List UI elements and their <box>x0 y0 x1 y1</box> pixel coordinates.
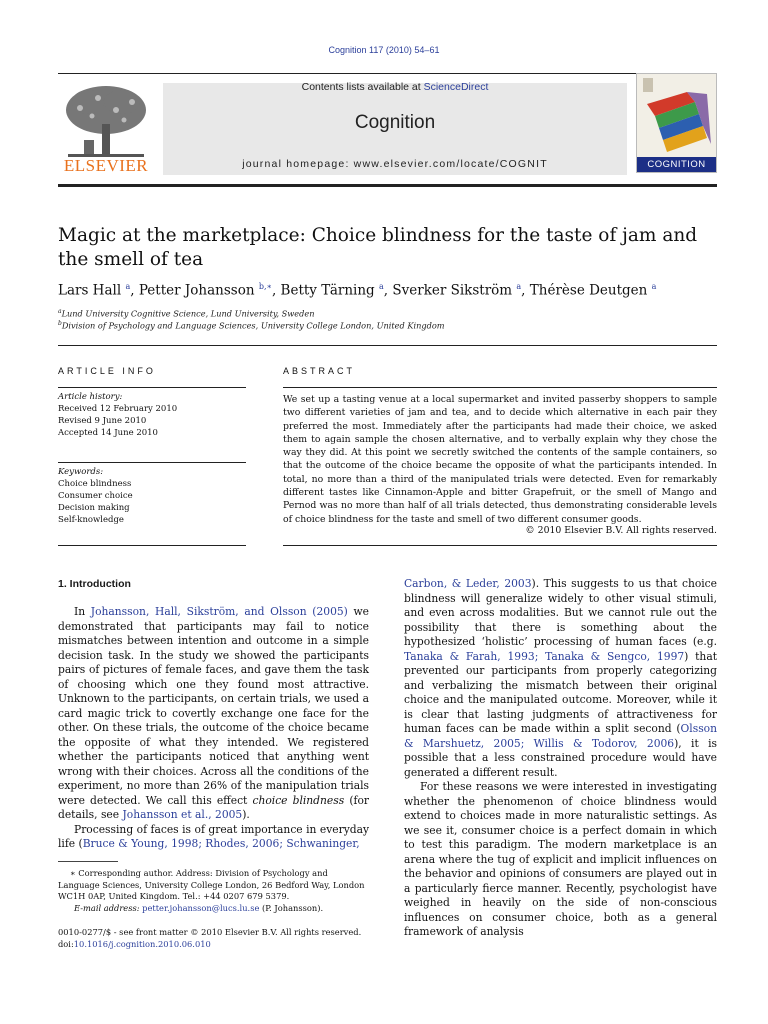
body-column-right <box>404 577 717 940</box>
doi-prefix: doi: <box>58 938 74 949</box>
sciencedirect-link[interactable]: ScienceDirect <box>423 81 489 93</box>
citation-link[interactable]: Bruce & Young, 1998; Rhodes, 2006; Schwaninger, <box>82 837 360 850</box>
article-info-rule <box>58 387 246 388</box>
citation-link[interactable]: Johansson et al., 2005 <box>122 808 243 821</box>
article-info-bottom-rule <box>58 545 246 546</box>
email-suffix: (P. Johansson). <box>259 902 324 913</box>
footnote-mark: ∗ <box>70 868 76 878</box>
affiliation-mark: a <box>58 308 62 315</box>
text-run: In <box>74 605 91 618</box>
corresponding-author-footnote <box>58 868 372 914</box>
author-name[interactable]: Thérèse Deutgen <box>529 282 648 299</box>
article-title: Magic at the marketplace: Choice blindness for the taste of jam and the smell of tea <box>58 225 698 270</box>
abstract-bottom-rule <box>283 545 717 546</box>
author-affil-mark[interactable]: a <box>516 282 522 291</box>
citation-link[interactable]: Tanaka & Farah, 1993; Tanaka & Sengco, 1997 <box>404 649 685 663</box>
elsevier-logo <box>58 80 154 176</box>
footnote-text: Corresponding author. Address: Division of Psychology and Language Sciences, University College London, 26 Bedford Way, London WC1H 0AP, United Kingdom. Tel.: +44 0207 679 5379. <box>58 868 365 901</box>
text-run: ), it is possible that a less constrained procedure would have generated a different result. <box>404 736 717 779</box>
keyword: Consumer choice <box>58 491 133 501</box>
header-bottom-rule <box>58 184 717 187</box>
history-label: Article history: <box>58 392 123 402</box>
article-history <box>58 391 246 439</box>
abstract-text: We set up a tasting venue at a local supermarket and invited passerby shoppers to sample two different varieties of jam and tea, and to decide which alternative in each pair they preferred the most. Immediately after the participants had made their choice, we asked them to again sample the chosen alternative, and to verbally explain why they chose the way they did. At this point we secretly switched the contents of the sample containers, so that the outcome of the choice became the opposite of what the participants intended. In total, no more than a third of the manipulated trials were detected. Even for remarkably different tastes like Cinnamon-Apple and bitter Grapefruit, or the smell of Mango and Pernod was no more than half of all trials detected, thus demonstrating considerable levels of choice blindness for the taste and smell of two different consumer goods. <box>283 394 717 525</box>
history-received: Received 12 February 2010 <box>58 404 178 414</box>
publisher-name: ELSEVIER <box>63 156 149 175</box>
affiliation-text: Lund University Cognitive Science, Lund University, Sweden <box>61 308 315 319</box>
abstract-rule <box>283 387 717 388</box>
keywords-rule <box>58 462 246 463</box>
abstract-heading: ABSTRACT <box>283 366 356 376</box>
abstract-copyright: © 2010 Elsevier B.V. All rights reserved. <box>525 525 717 536</box>
journal-citation[interactable]: Cognition 117 (2010) 54–61 <box>328 45 440 55</box>
affiliation-mark: b <box>58 320 62 327</box>
journal-homepage[interactable]: journal homepage: www.elsevier.com/locate/COGNIT <box>242 158 548 170</box>
citation-link[interactable]: Olsson & Marshuetz, 2005; Willis & Todorov, 2006 <box>404 722 717 750</box>
paragraph: For these reasons we were interested in investigating whether the phenomenon of choice blindness would extend to choices made in more naturalistic settings. As we see it, consumer choice is a perfect domain in which to test this paradigm. The modern marketplace is an arena where the tug of explicit and implicit influences on the behavior and opinions of consumers are played out in a particularly fierce manner. Recently, psychologist have weighed in heavily on the side of non-conscious influences on consumer choice, both as a general framework of analysis <box>404 780 717 938</box>
text-run: Processing of faces is of great importance in everyday life ( <box>58 822 369 850</box>
email-link[interactable]: petter.johansson@lucs.lu.se <box>142 902 260 913</box>
emphasis: choice blindness <box>252 793 345 807</box>
email-label: E-mail address: <box>74 902 140 913</box>
doi-link[interactable]: 10.1016/j.cognition.2010.06.010 <box>73 938 211 949</box>
issn-line: 0010-0277/$ - see front matter © 2010 Elsevier B.V. All rights reserved. <box>58 927 362 937</box>
affiliation-b <box>58 320 718 331</box>
author-list: Lars Hall $^a$, Petter Johansson $^{b,∗}$, Betty Tärning $^a$, Sverker Sikström $^a$, Thérèse Deutgen $^a$ <box>58 282 657 299</box>
journal-name: Cognition <box>354 112 436 133</box>
author-name[interactable]: Petter Johansson <box>138 282 255 299</box>
title-block-rule <box>58 345 717 346</box>
author-name[interactable]: Lars Hall <box>58 282 122 299</box>
text-run: ). This suggests to us that choice blindness will generalize widely to other visual stimuli, and even across modalities. But we cannot rule out the possibility that there is something about the hypothesized ‘holistic’ processing of human faces (e.g. <box>404 577 717 648</box>
contents-line <box>163 81 627 93</box>
body-column-left <box>58 605 369 852</box>
section-heading: 1. Introduction <box>58 578 131 590</box>
author-name[interactable]: Sverker Sikström <box>392 282 513 299</box>
cover-art-icon <box>637 74 717 160</box>
contents-prefix: Contents lists available at <box>301 81 424 93</box>
author-affil-mark[interactable]: b,∗ <box>258 282 272 291</box>
text-run: ) that prevented our participants from properly categorizing and verbalizing the mismatch between their original choice and the manipulated outcome. Moreover, while it is clear that lasting judgments of attractiveness for human faces can be made within a split second ( <box>404 649 717 735</box>
keywords <box>58 466 246 526</box>
front-matter <box>58 927 378 950</box>
history-accepted: Accepted 14 June 2010 <box>58 428 158 438</box>
paragraph <box>404 577 717 780</box>
header-top-rule <box>58 73 717 74</box>
paragraph <box>58 605 369 823</box>
author-name[interactable]: Betty Tärning <box>280 282 375 299</box>
text-run: we demonstrated that participants may fail to notice mismatches between intention and outcome in a simple decision task. In the study we showed the participants pairs of pictures of female faces, and gave them the task of choosing which one they found most attractive. Unknown to the participants, on certain trials, we used a card magic trick to covertly exchange one face for the other. On these trials, the outcome of the choice became the opposite of what they intended. We registered whether the participants noticed that anything went wrong with their choices. Across all the conditions of the experiment, no more than 26% of the manipulation trials were detected. We call this effect <box>58 605 369 807</box>
citation-link[interactable]: Carbon, & Leder, 2003 <box>404 577 532 590</box>
author-affil-mark[interactable]: a <box>379 282 384 291</box>
history-revised: Revised 9 June 2010 <box>58 416 147 426</box>
keywords-label: Keywords: <box>58 467 104 477</box>
citation-link[interactable]: Johansson, Hall, Sikström, and Olsson (2005) <box>90 605 348 618</box>
keyword: Choice blindness <box>58 479 132 489</box>
article-info-heading: ARTICLE INFO <box>58 366 156 376</box>
keyword: Self-knowledge <box>58 515 124 525</box>
journal-cover-image <box>636 73 717 173</box>
author-affil-mark[interactable]: a <box>651 282 657 291</box>
paragraph <box>58 823 369 852</box>
keyword: Decision making <box>58 503 130 513</box>
affiliation-text: Division of Psychology and Language Sciences, University College London, United Kingdom <box>61 320 445 331</box>
cover-label: COGNITION <box>637 157 716 172</box>
footnote-rule <box>58 861 118 862</box>
text-run: ). <box>242 808 250 821</box>
author-affil-mark[interactable]: a <box>125 282 131 291</box>
affiliation-a <box>58 308 718 319</box>
text-run: (for details, see <box>58 793 369 821</box>
